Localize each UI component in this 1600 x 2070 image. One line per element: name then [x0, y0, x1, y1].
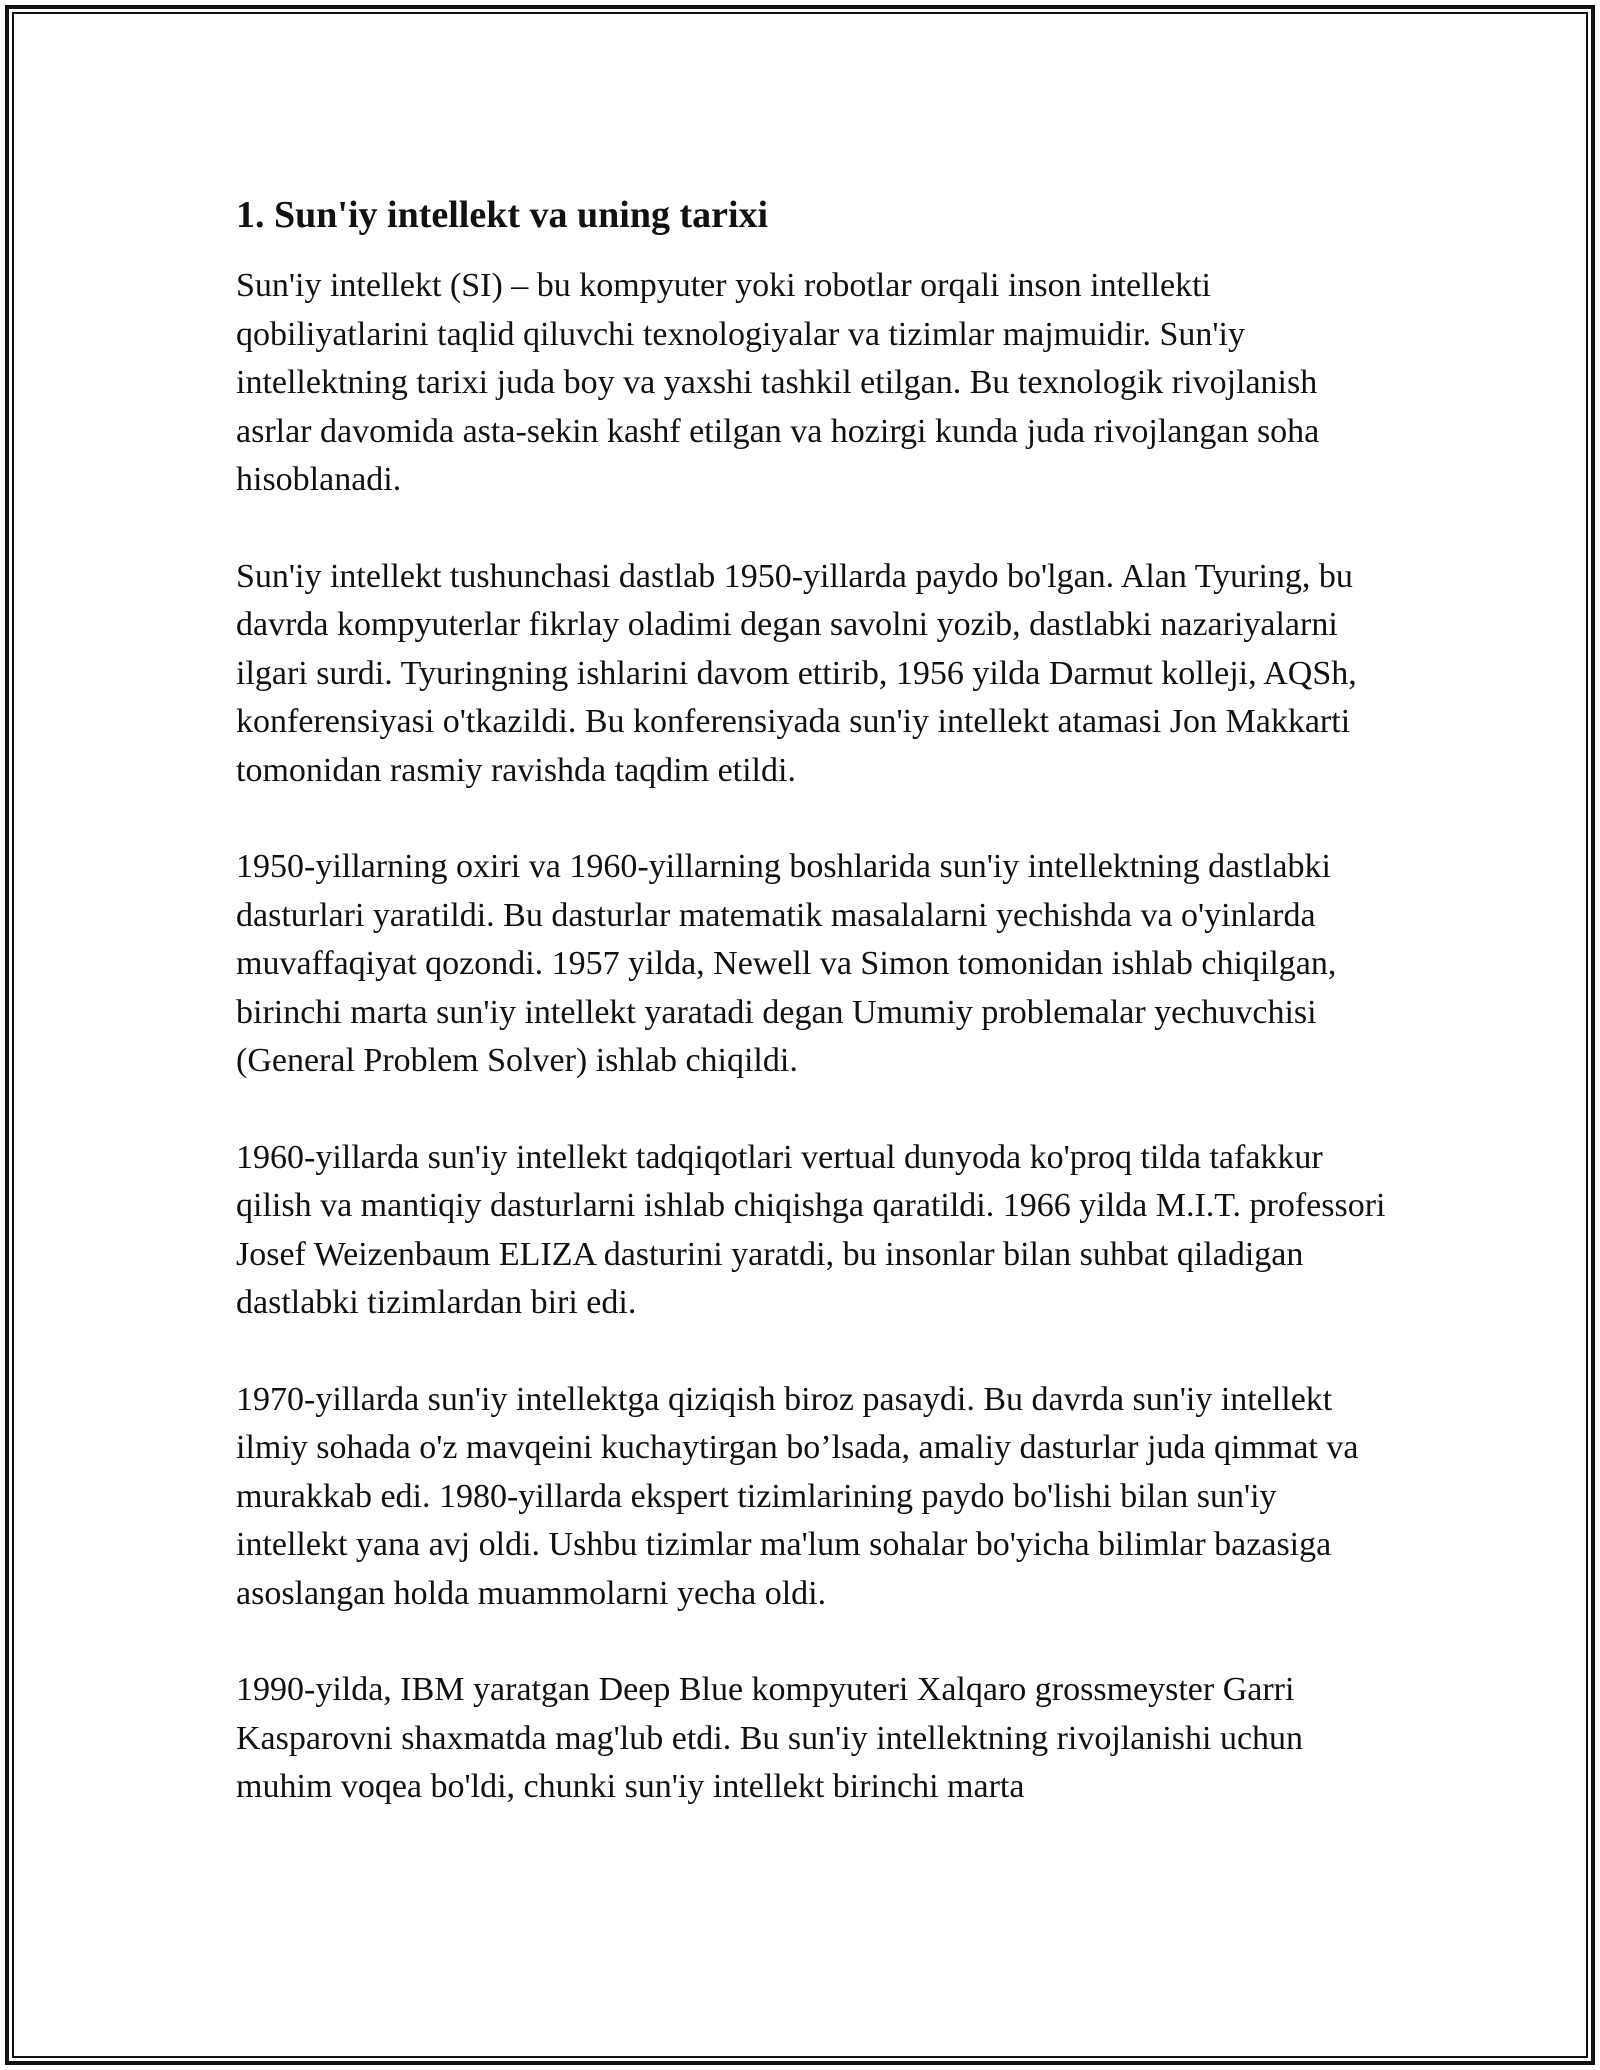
paragraph-1960s: 1960-yillarda sun'iy intellekt tadqiqotlari vertual dunyoda ko'proq tilda tafakkur qilish va mantiqiy dasturlarni ishlab chiqishga qaratildi. 1966 yilda M.I.T. professori Josef Weizenbaum ELIZA dasturini yaratdi, bu insonlar bilan suhbat qiladigan dastlabki tizimlardan biri edi. [236, 1138, 1386, 1321]
section-heading: 1. Sun'iy intellekt va uning tarixi [236, 194, 769, 236]
paragraph-1970s-1980s: 1970-yillarda sun'iy intellektga qiziqish biroz pasaydi. Bu davrda sun'iy intellekt ilmiy sohada o'z mavqeini kuchaytirgan bo’lsada, amaliy dasturlar juda qimmat va murakkab edi. 1980-yillarda ekspert tizimlarining paydo bo'lishi bilan sun'iy intellekt yana avj oldi. Ushbu tizimlar ma'lum sohalar bo'yicha bilimlar bazasiga asoslangan holda muammolarni yecha oldi. [236, 1380, 1359, 1612]
paragraph-intro: Sun'iy intellekt (SI) – bu kompyuter yoki robotlar orqali inson intellekti qobiliyatlarini taqlid qiluvchi texnologiyalar va tizimlar majmuidir. Sun'iy intellektning tarixi juda boy va yaxshi tashkil etilgan. Bu texnologik rivojlanish asrlar davomida asta-sekin kashf etilgan va hozirgi kunda juda rivojlangan soha hisoblanadi. [236, 267, 1320, 498]
paragraph-1950s: Sun'iy intellekt tushunchasi dastlab 1950-yillarda paydo bo'lgan. Alan Tyuring, bu davrda kompyuterlar fikrlay oladimi degan savolni yozib, dastlabki nazariyalarni ilgari surdi. Tyuringning ishlarini davom ettirib, 1956 yilda Darmut kolleji, AQSh, konferensiyasi o'tkazildi. Bu konferensiyada sun'iy intellekt atamasi Jon Makkarti tomonidan rasmiy ravishda taqdim etildi. [236, 557, 1357, 789]
paragraph-early-programs: 1950-yillarning oxiri va 1960-yillarning boshlarida sun'iy intellektning dastlabki dasturlari yaratildi. Bu dasturlar matematik masalalarni yechishda va o'yinlarda muvaffaqiyat qozondi. 1957 yilda, Newell va Simon tomonidan ishlab chiqilgan, birinchi marta sun'iy intellekt yaratadi degan Umumiy problemalar yechuvchisi (General Problem Solver) ishlab chiqildi. [236, 848, 1337, 1079]
paragraph-1990s: 1990-yilda, IBM yaratgan Deep Blue kompyuteri Xalqaro grossmeyster Garri Kasparovni shaxmatda mag'lub etdi. Bu sun'iy intellektning rivojlanishi uchun muhim voqea bo'ldi, chunki sun'iy intellekt birinchi marta [236, 1671, 1304, 1805]
document-body [236, 190, 1386, 1860]
